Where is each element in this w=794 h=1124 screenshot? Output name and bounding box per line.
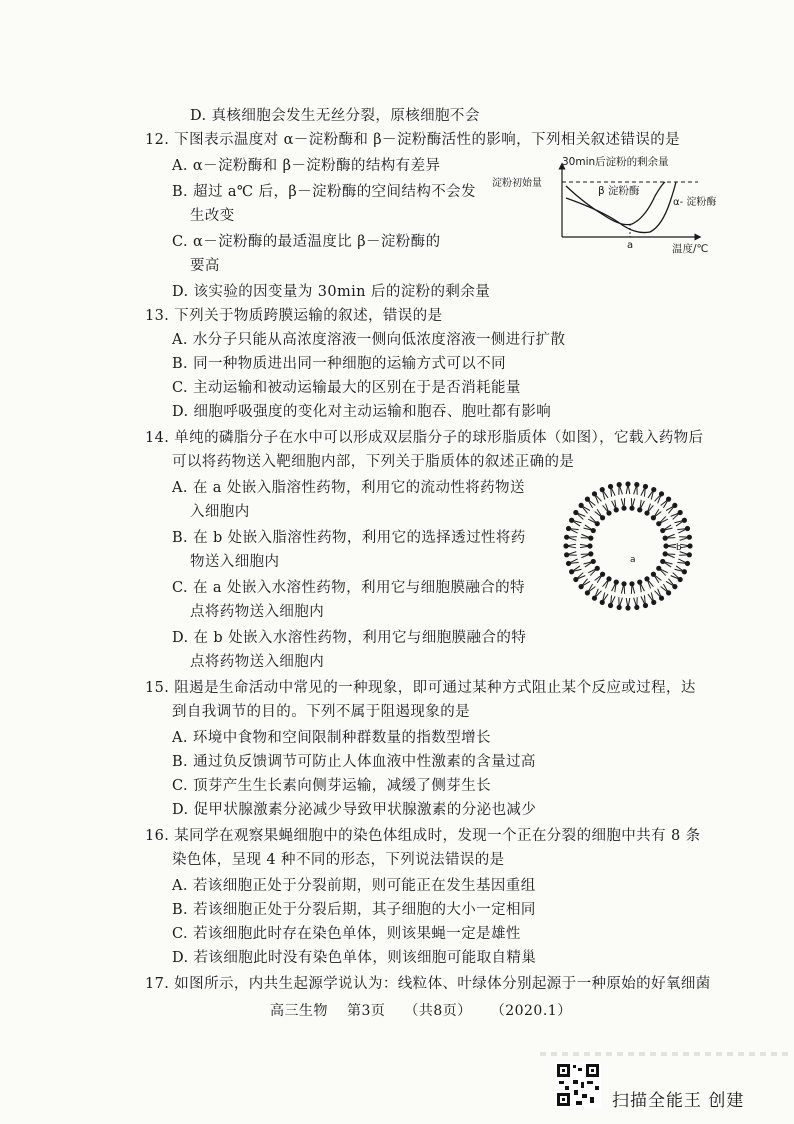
q13-option-b: B. 同一种物质进出同一种细胞的运输方式可以不同 xyxy=(172,356,506,372)
q14-option-c: C. 在 a 处嵌入水溶性药物，利用它与细胞膜融合的特 xyxy=(172,580,525,596)
graph-x-label: 温度/℃ xyxy=(672,243,709,255)
outer-phospholipid-tail xyxy=(581,581,590,586)
graph-y-label: 淀粉初始量 xyxy=(492,178,542,189)
q13-option-d: D. 细胞呼吸强度的变化对主动运输和胞吞、胞吐都有影响 xyxy=(172,404,552,420)
q14-option-c-cont: 点将药物送入细胞内 xyxy=(190,604,325,620)
outer-phospholipid-tail xyxy=(663,584,668,593)
enzyme-graph xyxy=(490,152,740,267)
outer-phospholipid-tail xyxy=(581,505,587,513)
outer-phospholipid-tail xyxy=(666,505,675,510)
inner-phospholipid-tail xyxy=(631,584,632,594)
inner-phospholipid-tail xyxy=(659,568,666,575)
q16-option-b: B. 若该细胞正处于分裂后期，其子细胞的大小一定相同 xyxy=(172,902,536,918)
q17-stem: 17. 如图所示，内共生起源学说认为：线粒体、叶绿体分别起源于一种原始的好氧细菌 xyxy=(145,976,711,992)
footer-total: （共8页） xyxy=(404,1003,472,1019)
outer-phospholipid-tail xyxy=(661,586,669,592)
q15-option-c: C. 顶芽产生生长素向侧芽运输，减缓了侧芽生长 xyxy=(172,778,491,794)
outer-phospholipid-tail xyxy=(581,505,590,510)
q15-stem-cont: 到自我调节的目的。下列不属于阻遏现象的是 xyxy=(172,704,470,720)
q12-option-d: D. 该实验的因变量为 30min 后的淀粉的剩余量 xyxy=(172,284,491,300)
outer-phospholipid-tail xyxy=(587,584,592,593)
q12-option-c-cont: 要高 xyxy=(190,258,220,274)
outer-phospholipid-tail xyxy=(587,499,595,505)
q12-stem: 12. 下图表示温度对 α－淀粉酶和 β－淀粉酶活性的影响，下列相关叙述错误的是 xyxy=(145,132,681,148)
outer-phospholipid-tail xyxy=(661,499,669,505)
inner-phospholipid-tail xyxy=(624,498,625,508)
q12-option-b: B. 超过 a℃ 后，β－淀粉酶的空间结构不会发 xyxy=(172,184,476,200)
beta-amylase-label: β 淀粉酶 xyxy=(598,185,640,197)
scanner-watermark: 扫描全能王 创建 xyxy=(612,1091,745,1111)
footer-page: 第3页 xyxy=(346,1003,386,1019)
q15-option-b: B. 通过负反馈调节可防止人体血液中性激素的含量过高 xyxy=(172,754,536,770)
graph-title: 30min后淀粉的剩余量 xyxy=(562,156,669,168)
q13-option-a: A. 水分子只能从高浓度溶液一侧向低浓度溶液一侧进行扩散 xyxy=(172,332,566,348)
liposome-diagram xyxy=(562,480,694,612)
liposome-label-b: b xyxy=(676,543,682,553)
outer-phospholipid-layer xyxy=(563,481,692,610)
q14-option-d-cont: 点将药物送入细胞内 xyxy=(190,654,325,670)
graph-tick-a: a xyxy=(627,240,634,251)
q16-option-c: C. 若该细胞此时存在染色单体，则该果蝇一定是雄性 xyxy=(172,926,521,942)
outer-phospholipid-tail xyxy=(587,586,595,592)
q12-option-a: A. α－淀粉酶和 β－淀粉酶的结构有差异 xyxy=(172,158,441,174)
page-footer xyxy=(270,1000,586,1020)
outer-phospholipid-tail xyxy=(663,499,668,508)
q14-option-a: A. 在 a 处嵌入脂溶性药物，利用它的流动性将药物送 xyxy=(172,480,525,496)
q16-stem-cont: 染色体，呈现 4 种不同的形态，下列说法错误的是 xyxy=(172,852,505,868)
q14-option-d: D. 在 b 处嵌入水溶性药物，利用它与细胞膜融合的特 xyxy=(172,630,527,646)
inner-phospholipid-tail xyxy=(588,568,597,573)
alpha-amylase-label: α- 淀粉酶 xyxy=(673,197,717,208)
q15-option-d: D. 促甲状腺激素分泌减少导致甲状腺激素的分泌也减少 xyxy=(172,802,537,818)
footer-subject: 高三生物 xyxy=(270,1003,328,1019)
outer-phospholipid-tail xyxy=(668,579,674,587)
q15-stem: 15. 阻遏是生命活动中常见的一种现象，即可通过某种方式阻止某个反应或过程，达 xyxy=(145,680,696,696)
q14-stem: 14. 单纯的磷脂分子在水中可以形成双层脂分子的球形脂质体（如图），它载入药物后 xyxy=(145,430,704,446)
outer-phospholipid-tail xyxy=(587,499,592,508)
inner-phospholipid-layer xyxy=(580,498,676,594)
q13-stem: 13. 下列关于物质跨膜运输的叙述，错误的是 xyxy=(145,308,443,324)
q13-option-c: C. 主动运输和被动运输最大的区别在于是否消耗能量 xyxy=(172,380,521,396)
liposome-label-a: a xyxy=(630,555,636,565)
qr-code-icon xyxy=(555,1062,601,1108)
outer-phospholipid-tail xyxy=(666,581,675,586)
footer-date: （2020.1） xyxy=(490,1003,572,1019)
q12-option-c: C. α－淀粉酶的最适温度比 β－淀粉酶的 xyxy=(172,234,441,250)
q14-option-a-cont: 入细胞内 xyxy=(190,504,250,520)
q16-stem: 16. 某同学在观察果蝇细胞中的染色体组成时，发现一个正在分裂的细胞中共有 8 条 xyxy=(145,828,701,844)
q14-option-b: B. 在 b 处嵌入脂溶性药物，利用它的选择透过性将药 xyxy=(172,530,526,546)
q12-option-b-cont: 生改变 xyxy=(190,208,235,224)
inner-phospholipid-tail xyxy=(590,516,597,523)
outer-phospholipid-tail xyxy=(581,579,587,587)
inner-phospholipid-tail xyxy=(659,519,668,524)
q16-option-d: D. 若该细胞此时没有染色单体，则该细胞可能取自精巢 xyxy=(172,950,537,966)
q14-stem-cont: 可以将药物送入靶细胞内部，下列关于脂质体的叙述正确的是 xyxy=(172,454,575,470)
q14-option-b-cont: 物送入细胞内 xyxy=(190,554,280,570)
q15-option-a: A. 环境中食物和空间限制种群数量的指数型增长 xyxy=(172,730,491,746)
outer-phospholipid-tail xyxy=(668,505,674,513)
scan-artifact xyxy=(540,1052,790,1056)
q16-option-a: A. 若该细胞正处于分裂前期，则可能正在发生基因重组 xyxy=(172,878,536,894)
q11-option-d: D. 真核细胞会发生无丝分裂，原核细胞不会 xyxy=(190,108,480,124)
